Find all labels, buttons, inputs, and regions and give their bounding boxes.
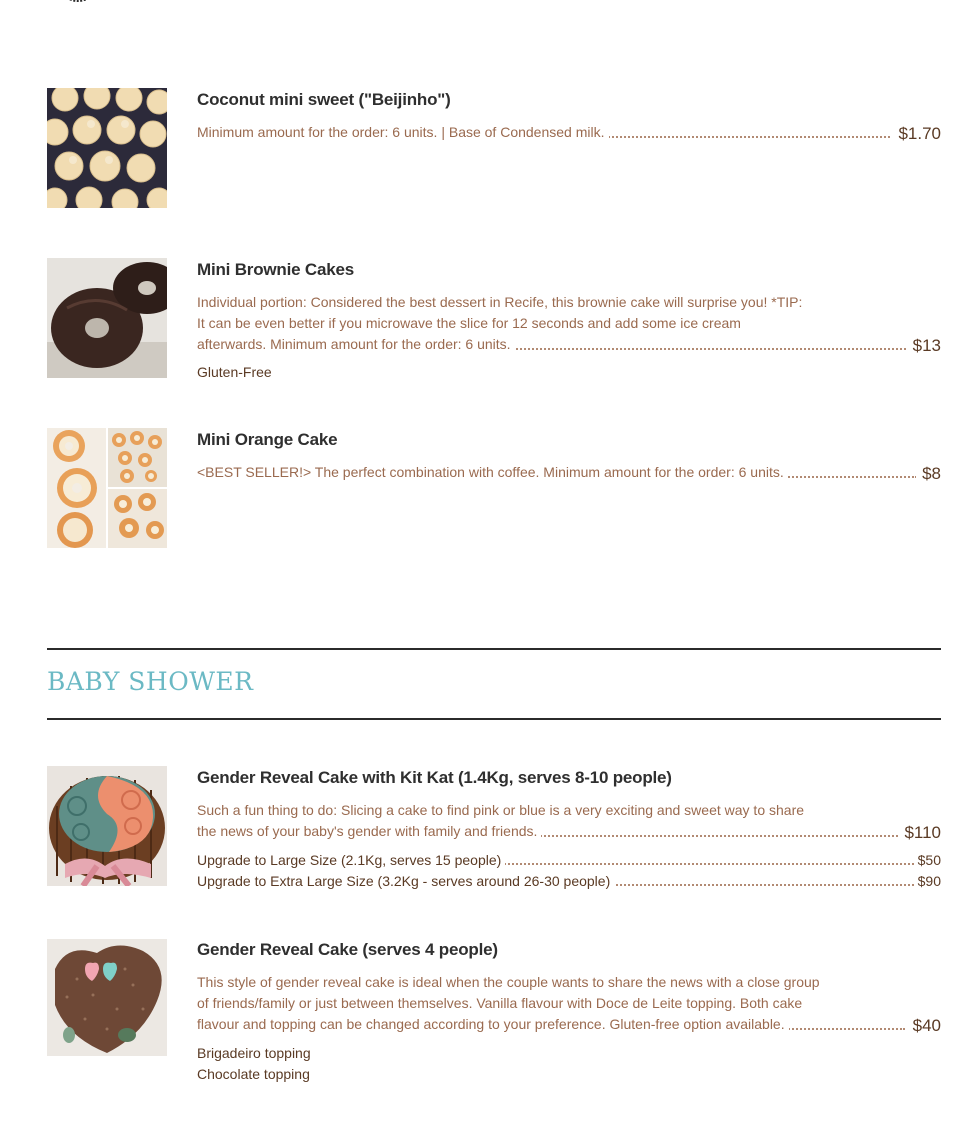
option-label: Upgrade to Extra Large Size (3.2Kg - serves around 26-30 people) (197, 873, 614, 889)
item-description: <BEST SELLER!> The perfect combination with coffee. Minimum amount for the order: 6 units. (197, 464, 788, 480)
brownie-cake-photo-icon (47, 258, 167, 378)
option-row-brigadeiro[interactable] (197, 1043, 941, 1064)
menu-item[interactable] (47, 88, 941, 208)
coconut-sweets-photo-icon (47, 88, 167, 208)
item-name: Mini Orange Cake (197, 430, 338, 449)
item-description-row (197, 462, 941, 483)
section-divider-bottom (47, 718, 941, 720)
option-row-chocolate[interactable] (197, 1064, 941, 1085)
option-label: Chocolate topping (197, 1066, 314, 1082)
partial-logo-icon (60, 0, 150, 6)
item-description: Minimum amount for the order: 6 units. | Base of Condensed milk. (197, 124, 609, 140)
item-name: Gender Reveal Cake with Kit Kat (1.4Kg, serves 8-10 people) (197, 768, 672, 787)
orange-cake-photo-icon (47, 428, 167, 548)
item-name: Gender Reveal Cake (serves 4 people) (197, 940, 498, 959)
option-price: $90 (914, 871, 941, 892)
item-description: Such a fun thing to do: Slicing a cake to find pink or blue is a very exciting and sweet way to share the news of your baby's gender with family and friends. (197, 802, 805, 839)
item-description-row (197, 292, 941, 355)
option-row-extra-large[interactable] (197, 871, 941, 892)
item-name: Mini Brownie Cakes (197, 260, 354, 279)
item-description-row (197, 972, 941, 1035)
item-description-row (197, 800, 941, 842)
item-price: $40 (907, 1015, 941, 1036)
section-divider-top (47, 648, 941, 650)
menu-item[interactable] (47, 938, 941, 1108)
section-title: BABY SHOWER (47, 667, 254, 696)
kitkat-cake-photo-icon (47, 766, 167, 886)
option-label: Upgrade to Large Size (2.1Kg, serves 15 people) (197, 852, 505, 868)
option-label: Brigadeiro topping (197, 1045, 315, 1061)
gluten-free-tag: Gluten-Free (197, 364, 272, 380)
heart-cake-photo-icon (47, 938, 167, 1056)
item-name: Coconut mini sweet ("Beijinho") (197, 90, 451, 109)
menu-item[interactable] (47, 258, 941, 388)
item-description: This style of gender reveal cake is ideal when the couple wants to share the news with a close group of friends/family or just between themselves. Vanilla flavour with Doce de Leite topping. Both cake flavour and topping can be changed according to your preference. Gluten-free option available. (197, 974, 820, 1032)
item-price: $110 (898, 822, 941, 843)
item-description-row (197, 122, 941, 143)
item-price: $13 (907, 335, 941, 356)
menu-item[interactable] (47, 766, 941, 896)
item-price: $1.70 (892, 123, 941, 144)
menu-item[interactable] (47, 428, 941, 548)
option-price: $50 (914, 850, 941, 871)
item-description: Individual portion: Considered the best dessert in Recife, this brownie cake will surprise you! *TIP: It can be even better if you microwave the slice for 12 seconds and add some ice cream afterwards. Minimum amount for the order: 6 units. (197, 294, 803, 352)
option-row-large[interactable] (197, 850, 941, 871)
item-price: $8 (916, 463, 941, 484)
